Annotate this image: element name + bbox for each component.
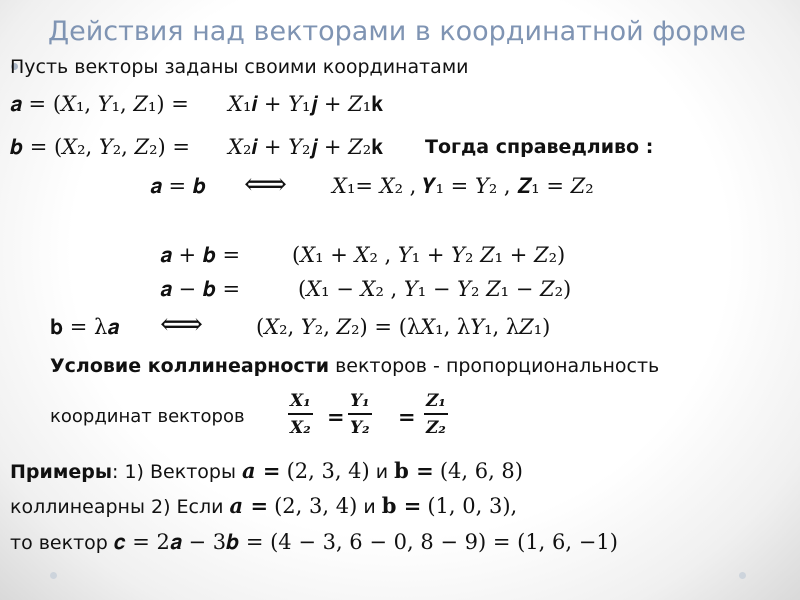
examples-2-and: и [357,496,382,518]
examples-3-expr: 𝒄 = 2𝒂 − 3𝒃 = (4 − 3, 6 − 0, 8 − 9) = (1, 6, −1) [113,530,618,554]
equivalence-arrow-icon: ⟺ [244,167,288,202]
collinear-condition [50,357,659,376]
collinear-rest: векторов - пропорциональность [329,355,660,377]
examples-2-text: коллинеарны 2) Если [10,496,230,518]
examples-1-a: 𝒂 = [242,458,281,483]
examples-line-1 [10,460,523,482]
scalar-rhs: (𝑋₂, 𝑌₂, 𝑍₂) = (λ𝑋₁, λ𝑌₁, λ𝑍₁) [256,315,551,339]
examples-2-bvec: (1, 0, 3), [427,494,518,518]
examples-2-b: 𝐛 = [381,493,422,518]
examples-1-bvec: (4, 6, 8) [439,459,523,483]
coords-label: координат векторов [50,406,245,427]
scalar-lhs: 𝐛 = λ𝒂 [50,315,120,339]
diff-rhs: (𝑋₁ − 𝑋₂ , 𝑌₁ − 𝑌₂ 𝑍₁ − 𝑍₂) [298,277,572,301]
examples-2-avec: (2, 3, 4) [274,494,358,518]
scalar-arrow-icon: ⟺ [160,307,204,342]
vector-b-rhs: 𝑋₂𝒊 + 𝑌₂𝒋 + 𝑍₂𝐤 [228,135,384,159]
coords-eq-2: = [398,404,416,429]
fraction-z [424,393,448,437]
examples-bold: Примеры [10,461,113,483]
slide-title: Действия над векторами в координатной форме [48,16,746,47]
intro-text: Пусть векторы заданы своими координатами [10,56,469,78]
fraction-z-num: Z₁ [424,393,448,415]
examples-1-and: и [369,461,395,483]
corner-dot-left [50,572,57,579]
vector-a-rhs: 𝑋₁𝒊 + 𝑌₁𝒋 + 𝑍₁𝐤 [228,92,384,116]
equality-lhs: 𝒂 = 𝒃 [150,174,206,198]
diff-lhs: 𝒂 − 𝒃 = [160,277,241,301]
equality-rhs: 𝑋₁= 𝑋₂ , 𝒀₁ = 𝑌₂ , 𝒁₁ = 𝑍₂ [332,174,594,198]
fraction-y-den: Y₂ [350,418,370,438]
examples-2-a: 𝒂 = [229,493,269,518]
examples-3-text: то вектор [10,532,114,554]
examples-1-text: : 1) Векторы [112,461,242,483]
corner-dot-right [739,572,746,579]
fraction-x [288,393,313,437]
collinear-bold: Условие коллинеарности [50,355,330,377]
then-label: Тогда справедливо : [425,136,654,158]
examples-line-2 [10,495,517,517]
examples-1-avec: (2, 3, 4) [286,459,370,483]
examples-1-b: 𝐛 = [394,458,434,483]
fraction-y [348,393,372,437]
fraction-x-den: X₂ [290,418,311,438]
sum-rhs: (𝑋₁ + 𝑋₂ , 𝑌₁ + 𝑌₂ 𝑍₁ + 𝑍₂) [292,243,566,267]
fraction-z-den: Z₂ [426,418,446,438]
vector-b-lhs: 𝒃 = (𝑋₂, 𝑌₂, 𝑍₂) = [10,135,191,159]
coords-eq-1: = [327,404,345,429]
fraction-y-num: Y₁ [348,393,372,415]
fraction-x-num: X₁ [288,393,313,415]
sum-lhs: 𝒂 + 𝒃 = [160,243,241,267]
vector-a-lhs: 𝒂 = (𝑋₁, 𝑌₁, 𝑍₁) = [10,92,189,116]
examples-line-3 [10,532,618,553]
